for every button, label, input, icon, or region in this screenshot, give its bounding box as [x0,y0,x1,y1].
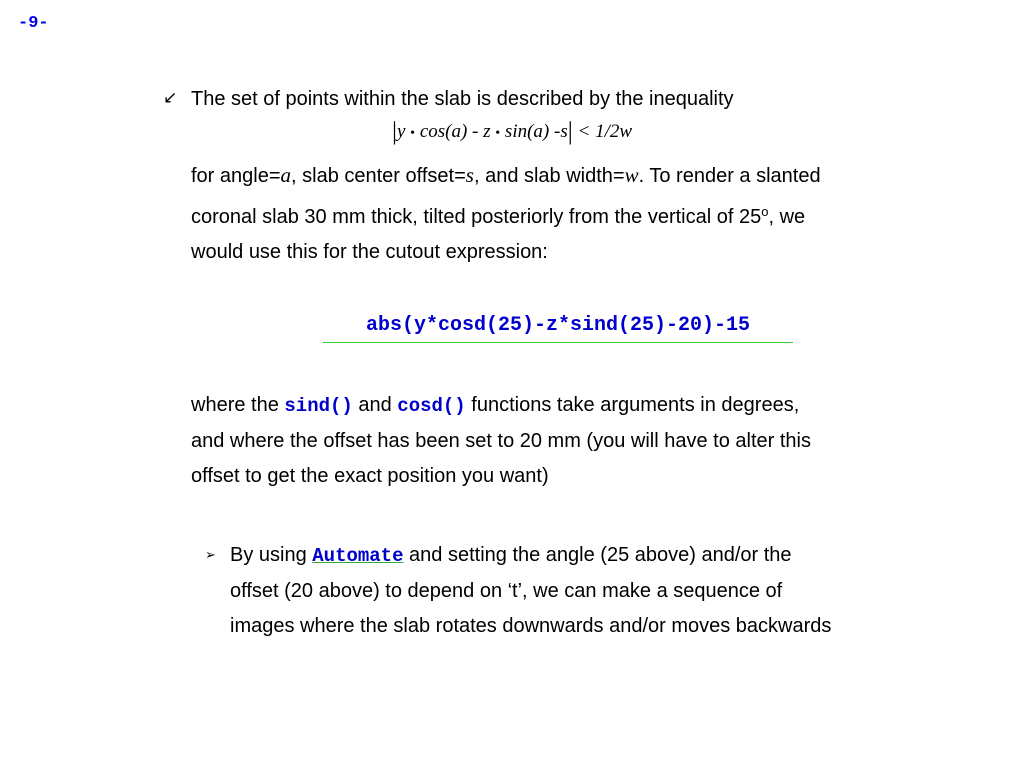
text-setting-angle: and setting the angle (25 above) and/or the [403,544,792,566]
text-and: and [352,394,398,416]
page-number: -9- [18,14,49,33]
paragraph3-line2: offset (20 above) to depend on ‘t’, we can make a sequence of [230,580,783,602]
functions-explanation-paragraph [191,388,991,494]
paragraph2-line3: offset to get the exact position you want) [191,465,549,487]
formula-y: y [396,121,406,142]
multiply-dot-2: • [495,126,501,141]
arrow-bullet-icon: ↙ [163,88,178,108]
var-s: s [465,163,474,187]
degree-symbol: o [761,204,769,219]
automate-sub-bullet-paragraph [230,538,1010,644]
text-we: , we [768,206,806,228]
var-a: a [280,163,292,187]
paragraph1-line2 [191,194,991,235]
formula-sin-term: sin(a) -s [500,121,568,142]
var-w: w [624,163,639,187]
paragraph2-line1 [191,388,991,424]
text-where-the: where the [191,394,285,416]
bullet-intro-text: The set of points within the slab is described by the inequality [191,88,734,110]
paragraph1-line3: would use this for the cutout expression: [191,241,548,263]
cosd-function-code: cosd() [397,395,466,417]
paragraph1-line1 [191,158,991,194]
paragraph3-line3: images where the slab rotates downwards and/or moves backwards [230,615,832,637]
text-width: , and slab width= [473,165,625,187]
paragraph3-line1 [230,538,1010,574]
text-render: . To render a slanted [638,165,821,187]
automate-link[interactable]: Automate [312,545,404,567]
multiply-dot-1: • [410,126,416,141]
text-functions-degrees: functions take arguments in degrees, [465,394,800,416]
paragraph2-line2: and where the offset has been set to 20 mm (you will have to alter this [191,430,811,452]
text-offset: , slab center offset= [291,165,466,187]
text-for-angle: for angle= [191,165,281,187]
sind-function-code: sind() [284,395,353,417]
cutout-expression-code: abs(y*cosd(25)-z*sind(25)-20)-15 [323,313,793,343]
text-coronal-slab: coronal slab 30 mm thick, tilted posteriorly from the vertical of 25 [191,206,762,228]
slab-description-paragraph [191,158,991,270]
arrowhead-bullet-icon: ➢ [205,548,216,563]
formula-cos-term: cos(a) - z [415,121,496,142]
inequality-formula [0,117,1024,149]
abs-bar-open: | [391,118,397,145]
abs-bar-close: | [567,118,573,145]
formula-rhs: < 1/2w [572,121,633,142]
text-by-using: By using [230,544,313,566]
